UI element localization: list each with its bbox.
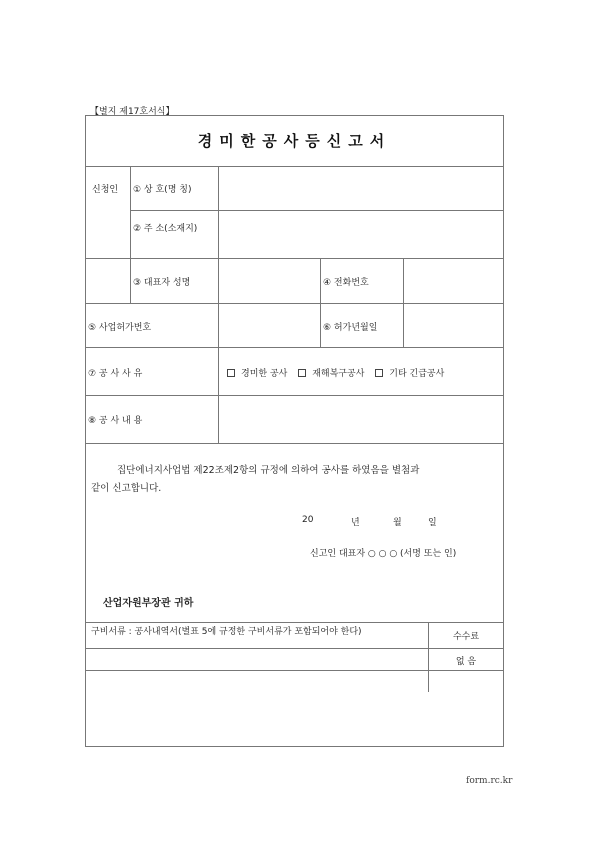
representative-label: ③ 대표자 성명	[133, 278, 191, 288]
work-reason-options	[227, 366, 452, 379]
divider	[85, 622, 504, 623]
divider	[85, 347, 504, 348]
checkbox-icon[interactable]	[298, 369, 306, 377]
declaration-line-2: 같이 신고합니다.	[91, 483, 162, 494]
divider	[130, 166, 131, 303]
fee-value: 없 음	[455, 657, 477, 667]
footer-watermark: form.rc.kr	[466, 776, 513, 786]
trade-name-label: ① 상 호(명 칭)	[133, 185, 192, 195]
permit-date-label: ⑥ 허가년월일	[323, 323, 378, 333]
checkbox-icon[interactable]	[375, 369, 383, 377]
work-reason-label: ⑦ 공 사 사 유	[88, 369, 143, 379]
option-disaster-recovery[interactable]: 재해복구공사	[298, 366, 364, 379]
declaration-line-1: 집단에너지사업법 제22조제2항의 규정에 의하여 공사를 하였음을 별첨과	[117, 465, 420, 476]
divider	[85, 670, 504, 671]
divider	[320, 258, 321, 347]
addressee: 산업자원부장관 귀하	[103, 598, 194, 609]
option-other-urgent[interactable]: 기타 긴급공사	[375, 366, 444, 379]
work-content-field[interactable]	[219, 396, 503, 442]
trade-name-field[interactable]	[219, 167, 503, 209]
address-field[interactable]	[219, 211, 503, 257]
work-content-label: ⑧ 공 사 내 용	[88, 416, 143, 426]
form-number: 【별지 제17호서식】	[90, 107, 175, 117]
checkbox-icon[interactable]	[227, 369, 235, 377]
date-year: 20	[302, 515, 314, 525]
applicant-label: 신청인	[92, 185, 119, 195]
business-permit-label: ⑤ 사업허가번호	[88, 323, 152, 333]
permit-date-field[interactable]	[404, 304, 503, 346]
representative-field[interactable]	[219, 259, 319, 302]
phone-field[interactable]	[404, 259, 503, 302]
date-day-unit: 일	[428, 518, 437, 528]
phone-label: ④ 전화번호	[323, 278, 369, 288]
date-month-unit: 월	[393, 518, 402, 528]
documents-label: 구비서류 : 공사내역서(별표 5에 규정한 구비서류가 포함되어야 한다)	[91, 627, 362, 637]
address-label: ② 주 소(소재지)	[133, 224, 198, 234]
business-permit-field[interactable]	[219, 304, 319, 346]
page-title: 경미한공사등신고서	[197, 132, 392, 150]
fee-label: 수수료	[452, 632, 480, 642]
option-minor-work[interactable]: 경미한 공사	[227, 366, 287, 379]
divider	[85, 648, 504, 649]
date-year-unit: 년	[351, 518, 360, 528]
divider	[85, 443, 504, 444]
signer-line: 신고인 대표자 ○ ○ ○ (서명 또는 인)	[310, 549, 457, 559]
